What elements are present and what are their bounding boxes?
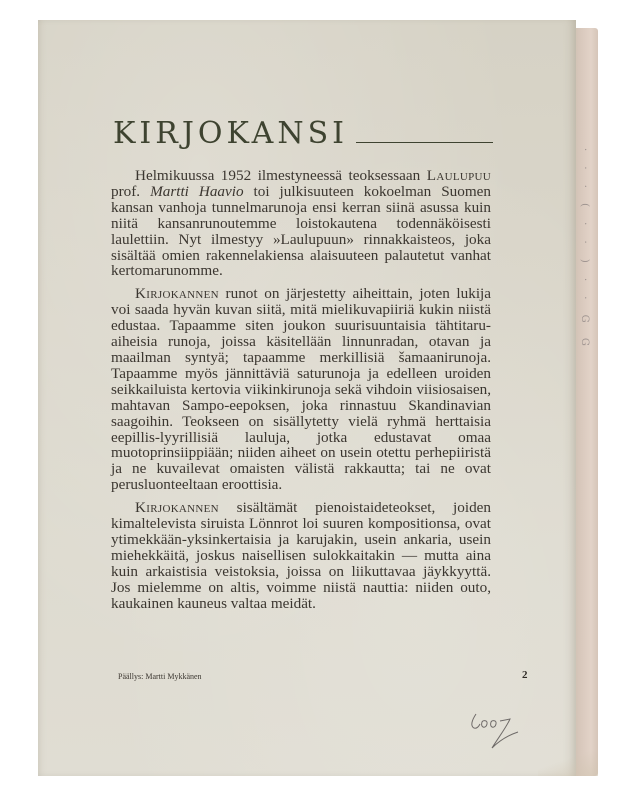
book (38, 20, 598, 778)
paragraph-text: Helmikuussa 1952 ilmestyneessä teoksessaan (135, 167, 427, 184)
paragraph-text: prof. (111, 182, 151, 200)
page-number: 2 (522, 669, 528, 681)
book-title-reference: Laulupuu (426, 167, 491, 184)
blurb-text (111, 168, 491, 618)
spine-lettering: · · · ( · · ) · · G G (579, 148, 590, 352)
paragraph-text: toi julkisuuteen kokoelman Suomen kansan vanhoja tunnelmarunoja ensi kerran siinä asussa kuin niitä kansanrunoutemme loistokautena todennäköisesti laulettiin. Nyt ilmestyy »Laulupuun» rinnakkaisteos, joka sisältää omien rakennelakiensa alaisuuteen palautetut vanhat kertomarunomme. (111, 182, 491, 280)
cover-designer-credit: Päällys: Martti Mykkänen (118, 672, 202, 681)
page-title: KIRJOKANSI (113, 116, 348, 151)
title-rule (356, 142, 493, 143)
blurb-paragraph (111, 168, 491, 279)
back-cover-flap (38, 20, 576, 776)
paragraph-text: runot on järjestetty aiheittain, joten lukija voi saada hyvän kuvan siitä, mitä mielikuvapiiriä kukin niistä edustaa. Tapaamme siten joukon suurisuuntaisia tähtitaru-aiheisia runoja, joissa käsitellään linnunradan, otavan ja maailman syntyä; tapaamme merkillisiä šamaanirunoja. Tapaamme myös jännittäviä saturunoja ja edelleen uroiden seikkailuista kertovia viikinkirunoja sekä vihdoin viisiosaisen, mahtavan Sampo-eepoksen, joka rinnastuu Skandinavian saagoihin. Teokseen on sisällytetty vielä ryhmä herttaisia eepillis-lyyrillisiä lauluja, jotka edustavat omaa muotoprinsiippiään; niiden aiheet on usein otettu perhepiiristä ja ne kuvailevat omaisten välistä rakkautta; tai ne ovat perusluonteeltaan eroottisia. (111, 285, 491, 494)
paragraph-text: sisältämät pienoistaideteokset, joiden kimaltelevista siruista Lönnrot loi suuren kompositionsa, ovat ytimekkään-yksinkertaisia ja karujakin, usein ankaria, usein miehekkäitä, joskus naisellisen sulokkaitakin — mutta aina kuin arkaistisia veistoksia, joissa on liikuttavaa jäykkyyttä. Jos mielemme on altis, voimme niistä nauttia: niiden outo, kaukainen kauneus valtaa meidät. (111, 499, 491, 612)
blurb-paragraph (111, 286, 491, 493)
blurb-paragraph (111, 500, 491, 611)
pencil-price-note (468, 706, 528, 756)
paper-wear (538, 750, 598, 776)
title-row (113, 110, 493, 150)
author-name: Martti Haavio (150, 182, 244, 200)
book-title-reference: Kirjokannen (135, 285, 219, 303)
book-title-reference: Kirjokannen (135, 499, 219, 517)
